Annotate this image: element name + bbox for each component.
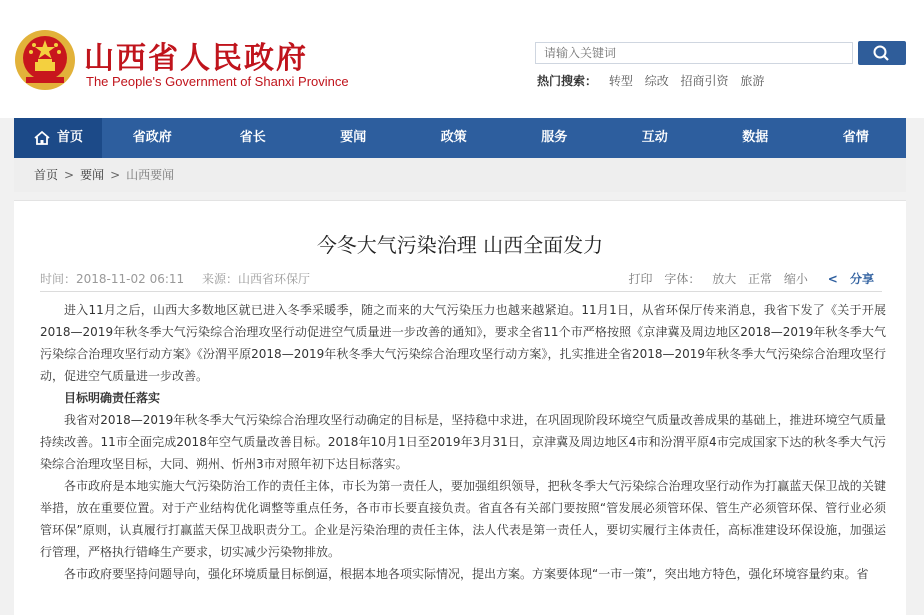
breadcrumb-current[interactable]: 山西要闻 — [126, 168, 175, 182]
font-size-label: 字体： — [664, 272, 701, 286]
search-icon — [858, 41, 906, 65]
article-body — [40, 299, 886, 585]
article-panel — [14, 200, 906, 615]
article-paragraph: 各市政府是本地实施大气污染防治工作的责任主体，市长为第一责任人，要加强组织领导，把秋冬季大气污染综合治理攻坚行动作为打赢蓝天保卫战的关键举措，放在重要位置。对于产业结构优化调整等重点任务，各市市长要直接负责。省直各有关部门要按照“管发展必须管环保、管生产必须管环保、管行业必须管环保”原则，认真履行打赢蓝天保卫战职责分工。企业是污染治理的责任主体，法人代表是第一责任人，要切实履行主体责任，高标准建设环保设施，加强运行管理，严格执行错峰生产要求，切实减少污染物排放。 — [40, 479, 886, 559]
breadcrumb — [14, 158, 906, 192]
share-button[interactable] — [820, 272, 874, 286]
nav-item-label: 首页 — [56, 130, 83, 145]
time-label: 时间： — [40, 272, 77, 286]
nav-item-governor[interactable]: 省长 — [239, 130, 266, 145]
nav-item-news[interactable]: 要闻 — [340, 130, 367, 145]
search-button[interactable] — [858, 41, 906, 65]
nav-item-government[interactable]: 省政府 — [132, 130, 172, 145]
national-emblem-icon — [14, 29, 76, 91]
breadcrumb-separator-icon: > — [64, 168, 75, 182]
search-input[interactable] — [535, 42, 853, 64]
article-source: 山西省环保厅 — [238, 272, 311, 286]
site-header — [0, 0, 924, 118]
hot-search-label: 热门搜索： — [537, 74, 598, 88]
nav-item-data[interactable]: 数据 — [742, 130, 769, 145]
source-label: 来源： — [201, 272, 238, 286]
hot-term[interactable]: 转型 — [608, 74, 633, 88]
breadcrumb-news[interactable]: 要闻 — [80, 168, 105, 182]
nav-item-province-info[interactable]: 省情 — [842, 130, 869, 145]
hot-term[interactable]: 旅游 — [740, 74, 765, 88]
share-icon: < — [827, 272, 838, 286]
site-subtitle: The People's Government of Shanxi Province — [86, 74, 349, 89]
article-subheading: 目标明确责任落实 — [64, 391, 161, 405]
article-meta — [40, 270, 310, 287]
font-large-button[interactable]: 放大 — [712, 272, 737, 286]
article-paragraph: 各市政府要坚持问题导向，强化环境质量目标倒逼，根据本地各项实际情况，提出方案。方案要体现“一市一策”，突出地方特色，强化环境容量约束。省 — [64, 567, 869, 581]
nav-item-policy[interactable]: 政策 — [440, 130, 467, 145]
nav-item-services[interactable]: 服务 — [541, 130, 568, 145]
hot-term[interactable]: 综改 — [644, 74, 669, 88]
publish-time: 2018-11-02 06:11 — [76, 272, 185, 286]
main-nav — [14, 118, 906, 158]
hot-term[interactable]: 招商引资 — [680, 74, 729, 88]
print-button[interactable]: 打印 — [628, 272, 653, 286]
site-title[interactable]: 山西省人民政府 — [84, 41, 308, 76]
article-paragraph: 我省对2018—2019年秋冬季大气污染综合治理攻坚行动确定的目标是，坚持稳中求进，在巩固现阶段环境空气质量改善成果的基础上，推进环境空气质量持续改善。11市全面完成2018年空气质量改善目标。2018年10月1日至2019年3月31日，京津冀及周边地区4市和汾渭平原4市完成国家下达的秋冬季大气污染综合治理攻坚目标，大同、朔州、忻州3市对照年初下达目标落实。 — [40, 413, 886, 471]
home-icon — [33, 130, 51, 146]
share-label: 分享 — [849, 272, 874, 286]
font-normal-button[interactable]: 正常 — [748, 272, 773, 286]
article-title: 今冬大气污染治理 山西全面发力 — [316, 233, 604, 257]
nav-item-home[interactable] — [14, 118, 102, 158]
nav-item-interaction[interactable]: 互动 — [641, 130, 668, 145]
breadcrumb-home[interactable]: 首页 — [34, 168, 59, 182]
meta-divider — [40, 291, 882, 292]
article-tools — [621, 270, 874, 287]
font-small-button[interactable]: 缩小 — [783, 272, 808, 286]
breadcrumb-separator-icon: > — [110, 168, 121, 182]
article-paragraph: 进入11月之后，山西大多数地区就已进入冬季采暖季，随之而来的大气污染压力也越来越紧迫。11月1日，从省环保厅传来消息，我省下发了《关于开展2018—2019年秋冬季大气污染综合治理攻坚行动促进空气质量进一步改善的通知》，要求全省11个市严格按照《京津冀及周边地区2018—2019年秋冬季大气污染综合治理攻坚行动方案》《汾渭平原2018—2019年秋冬季大气污染综合治理攻坚行动方案》，扎实推进全省2018—2019年秋冬季大气污染综合治理攻坚行动，促进空气质量进一步改善。 — [40, 303, 886, 383]
hot-search — [537, 72, 764, 89]
